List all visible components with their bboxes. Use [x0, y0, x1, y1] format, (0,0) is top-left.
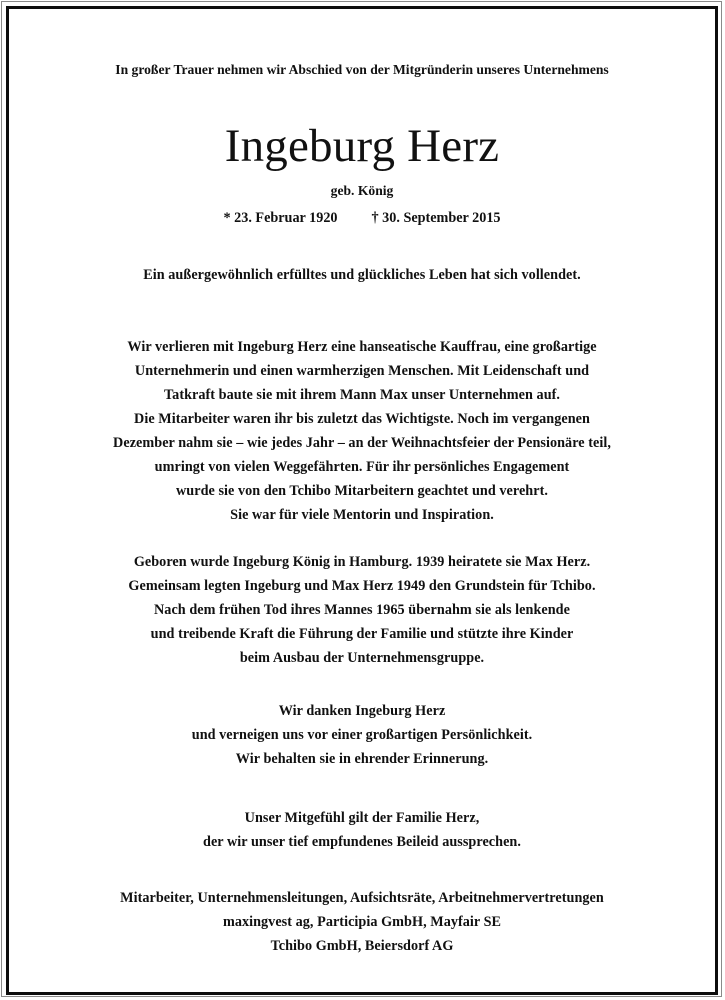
signatory-line: Mitarbeiter, Unternehmensleitungen, Aufsichtsräte, Arbeitnehmervertretungen [120, 890, 604, 906]
text-line: Wir behalten sie in ehrender Erinnerung. [235, 751, 489, 767]
text-line: Wir verlieren mit Ingeburg Herz eine hanseatische Kauffrau, eine großartige [127, 339, 597, 355]
text-line: Unser Mitgefühl gilt der Familie Herz, [244, 810, 480, 826]
paragraph-gratitude [9, 699, 715, 771]
signatory-line: Tchibo GmbH, Beiersdorf AG [270, 938, 454, 954]
text-line: Nach dem frühen Tod ihres Mannes 1965 übernahm sie als lenkende [154, 602, 570, 618]
paragraph-tribute [9, 335, 715, 527]
paragraph-condolence [9, 806, 715, 854]
text-line: Dezember nahm sie – wie jedes Jahr – an der Weihnachtsfeier der Pensionäre teil, [113, 435, 611, 451]
death-date: † 30. September 2015 [371, 210, 501, 226]
text-line: und verneigen uns vor einer großartigen Persönlichkeit. [191, 727, 533, 743]
birth-date: * 23. Februar 1920 [223, 210, 338, 226]
deceased-name: Ingeburg Herz [224, 120, 500, 172]
text-line: Die Mitarbeiter waren ihr bis zuletzt das Wichtigste. Noch im vergangenen [134, 411, 590, 427]
text-line: wurde sie von den Tchibo Mitarbeitern geachtet und verehrt. [176, 483, 548, 499]
signatories [9, 886, 715, 958]
motto-line: Ein außergewöhnlich erfülltes und glückliches Leben hat sich vollendet. [143, 267, 581, 283]
text-line: Gemeinsam legten Ingeburg und Max Herz 1949 den Grundstein für Tchibo. [128, 578, 596, 594]
text-line: Tatkraft baute sie mit ihrem Mann Max unser Unternehmen auf. [163, 387, 561, 403]
text-line: umringt von vielen Weggefährten. Für ihr persönliches Engagement [154, 459, 570, 475]
maiden-name: geb. König [330, 183, 394, 198]
motto [9, 263, 715, 287]
paragraph-biography [9, 550, 715, 670]
text-line: Wir danken Ingeburg Herz [278, 703, 446, 719]
headline: In großer Trauer nehmen wir Abschied von der Mitgründerin unseres Unternehmens [115, 62, 609, 77]
text-line: Unternehmerin und einen warmherzigen Menschen. Mit Leidenschaft und [134, 363, 590, 379]
signatory-line: maxingvest ag, Participia GmbH, Mayfair SE [222, 914, 502, 930]
text-line: und treibende Kraft die Führung der Familie und stützte ihre Kinder [150, 626, 574, 642]
text-line: beim Ausbau der Unternehmensgruppe. [239, 650, 485, 666]
life-dates [9, 207, 715, 229]
text-line: Sie war für viele Mentorin und Inspiration. [230, 507, 494, 523]
text-line: Geboren wurde Ingeburg König in Hamburg. 1939 heiratete sie Max Herz. [133, 554, 591, 570]
text-line: der wir unser tief empfundenes Beileid aussprechen. [203, 834, 521, 850]
